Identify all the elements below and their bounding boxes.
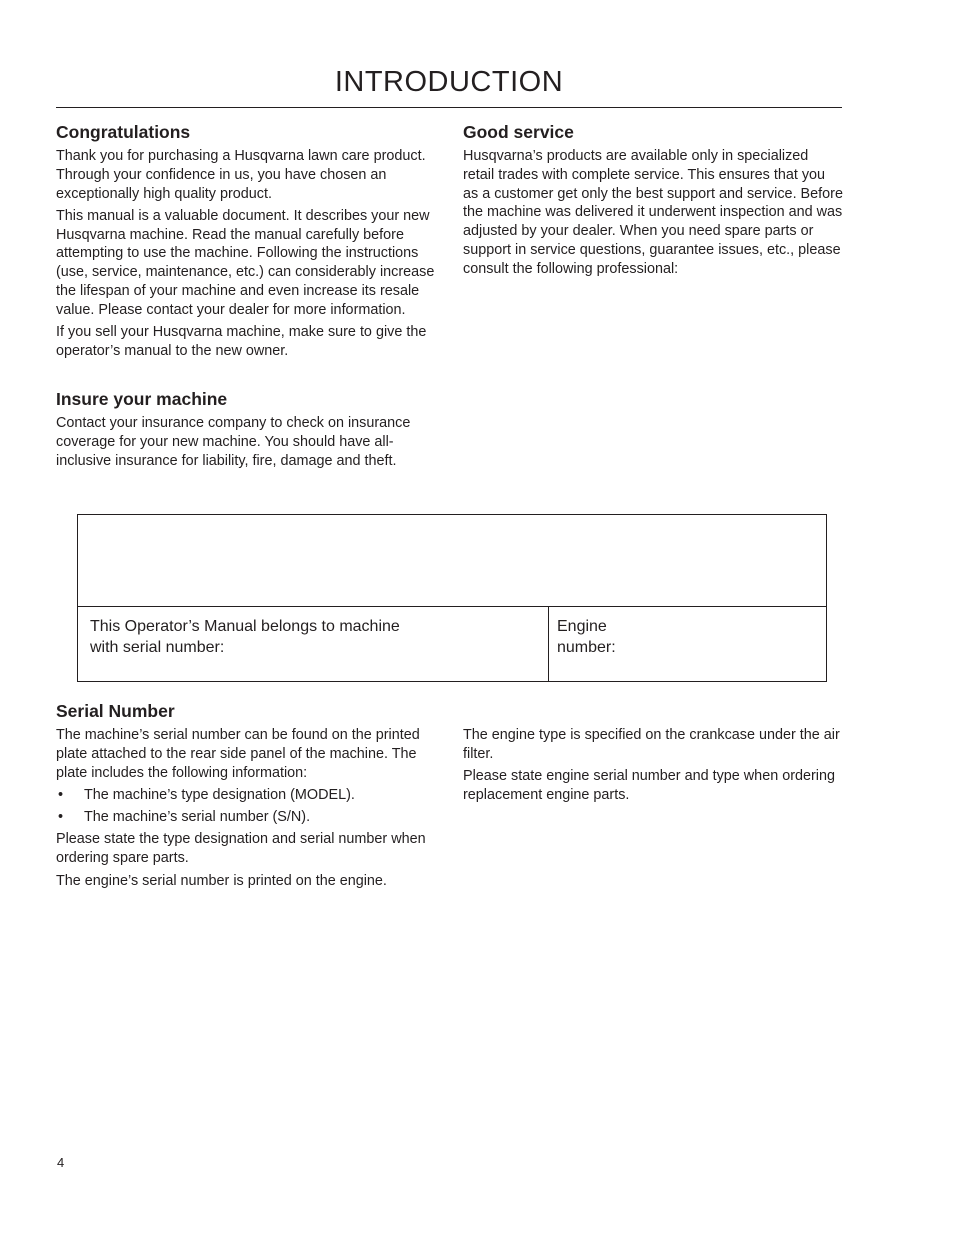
insure-heading: Insure your machine <box>56 389 228 409</box>
page-title: INTRODUCTION <box>334 66 564 98</box>
good-service-section <box>463 121 843 282</box>
title-divider <box>56 107 842 108</box>
serial-plate-list <box>56 786 436 827</box>
congratulations-paragraph: Thank you for purchasing a Husqvarna lawn care product. Through your confidence in us, you have chosen an exceptionally high quality product. <box>56 148 426 202</box>
serial-row <box>78 607 826 681</box>
good-service-heading: Good service <box>463 122 574 142</box>
good-service-paragraph: Husqvarna’s products are available only in specialized retail trades with complete service. This ensures that you as a customer get only the best support and service. Before the machine was delivered it underwent inspection and was adjusted by your dealer. When you need spare parts or support in service questions, guarantee issues, etc., please consult the following professional: <box>463 148 843 277</box>
congratulations-section <box>56 121 436 364</box>
page-number: 4 <box>57 1155 65 1170</box>
congratulations-paragraph: If you sell your Husqvarna machine, make sure to give the operator’s manual to the new owner. <box>56 324 427 359</box>
serial-number-paragraph: The engine’s serial number is printed on the engine. <box>56 872 387 889</box>
machine-serial-label: This Operator’s Manual belongs to machine with serial number: <box>90 618 400 656</box>
dealer-stamp-area <box>78 515 826 607</box>
serial-number-section <box>56 700 436 894</box>
machine-record-box <box>77 514 827 682</box>
engine-number-label: Engine number: <box>557 618 616 656</box>
congratulations-paragraph: This manual is a valuable document. It describes your new Husqvarna machine. Read the manual carefully before attempting to use the machine. Following the instructions (use, service, maintenance, etc.) can considerably increase the lifespan of your machine and even increase its resale value. Please contact your dealer for more information. <box>56 207 435 318</box>
congratulations-heading: Congratulations <box>56 122 191 142</box>
list-item: • The machine’s type designation (MODEL). <box>56 786 436 805</box>
serial-number-heading: Serial Number <box>56 701 175 721</box>
serial-number-intro: The machine’s serial number can be found on the printed plate attached to the rear side panel of the machine. The plate includes the following information: <box>56 727 420 781</box>
serial-number-paragraph: Please state the type designation and serial number when ordering spare parts. <box>56 831 426 867</box>
machine-serial-cell <box>78 607 549 681</box>
engine-type-paragraph: Please state engine serial number and type when ordering replacement engine parts. <box>463 768 835 803</box>
list-item: • The machine’s serial number (S/N). <box>56 808 436 827</box>
engine-type-section <box>463 726 843 808</box>
engine-number-cell <box>549 607 826 681</box>
insure-section <box>56 388 436 474</box>
engine-type-paragraph: The engine type is specified on the crankcase under the air filter. <box>463 727 840 762</box>
insure-paragraph: Contact your insurance company to check on insurance coverage for your new machine. You should have all-inclusive insurance for liability, fire, damage and theft. <box>56 415 411 469</box>
